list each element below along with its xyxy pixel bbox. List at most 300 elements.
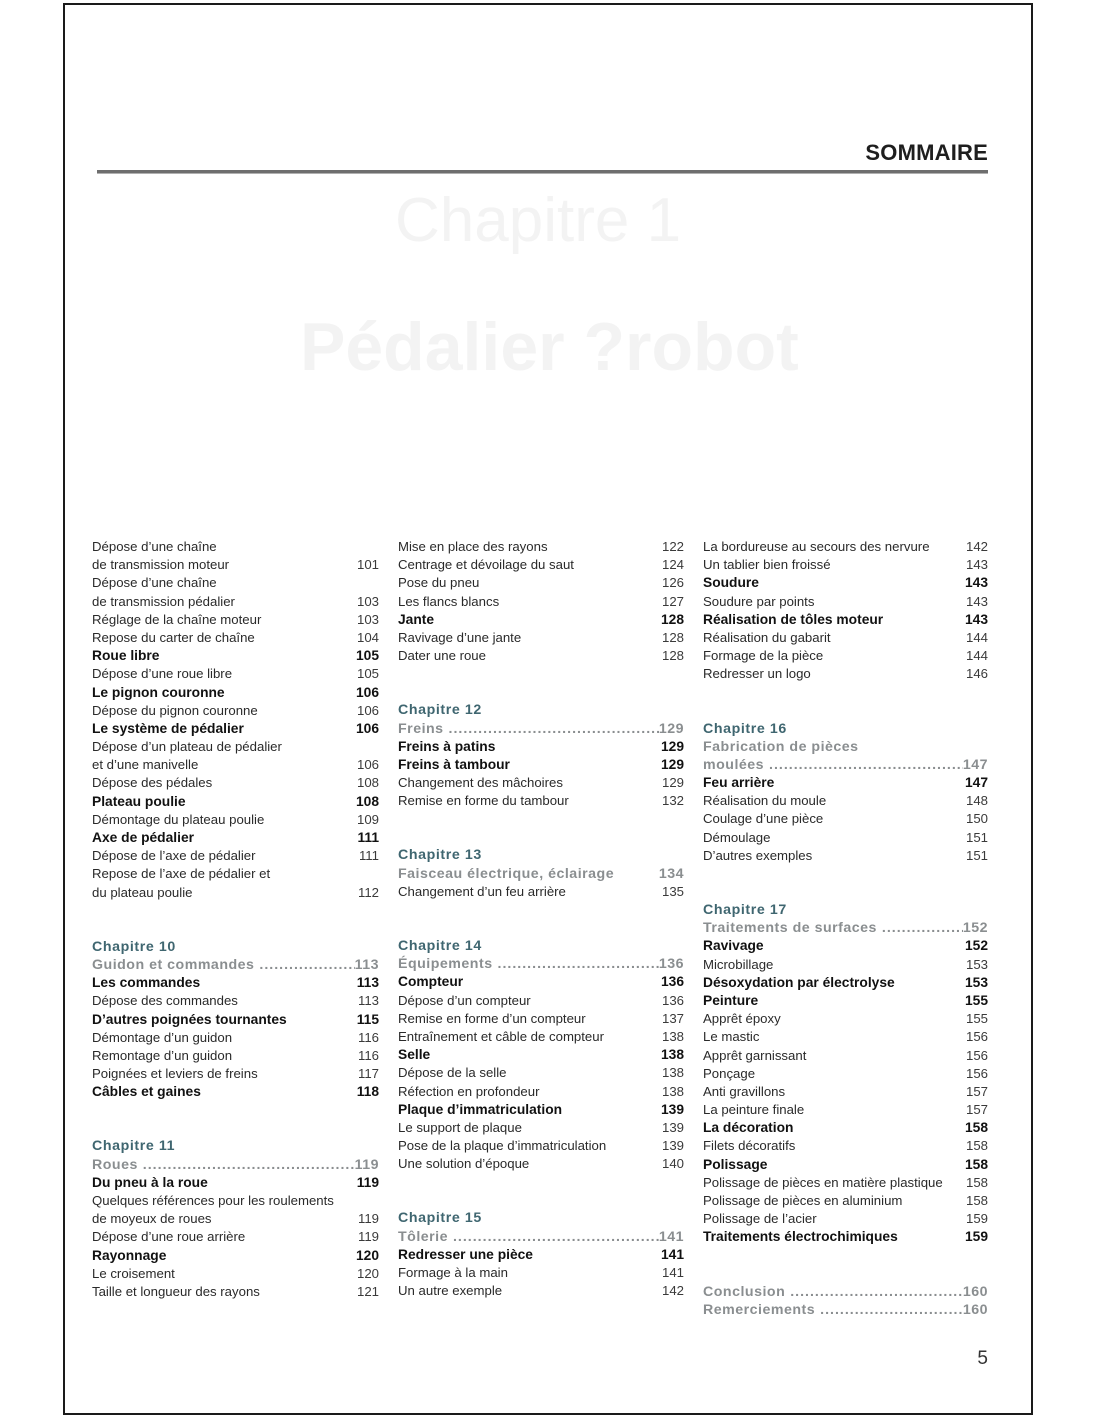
dot-leader — [138, 1157, 355, 1173]
entry-title: Les commandes — [92, 975, 201, 991]
entry-title: Roue libre — [92, 648, 160, 664]
show-through-chapter-heading: Chapitre 1 — [395, 186, 682, 255]
entry-page-number: 129 — [661, 775, 684, 791]
chapter-title-label: Freins — [398, 720, 444, 737]
toc-entry[interactable] — [92, 774, 379, 792]
entry-title: Formage de la pièce — [703, 648, 824, 664]
entry-page-number: 138 — [661, 1083, 684, 1099]
chapter-title-text — [703, 1283, 963, 1301]
toc-entry[interactable] — [92, 992, 379, 1010]
chapter-label: Chapitre 14 — [398, 938, 482, 954]
toc-entry[interactable] — [92, 1192, 379, 1210]
toc-section[interactable] — [398, 1246, 684, 1264]
toc-entry[interactable] — [92, 1029, 379, 1047]
entry-page-number: 103 — [356, 611, 379, 627]
dot-leader — [444, 721, 659, 737]
entry-title: Dépose d’un plateau de pédalier — [92, 739, 282, 755]
entry-page-number: 139 — [661, 1138, 684, 1154]
entry-title: Dépose d’une roue libre — [92, 666, 233, 682]
section-spacer — [398, 901, 684, 937]
entry-page-number: 128 — [660, 611, 684, 627]
section-spacer — [398, 810, 684, 846]
entry-page-number: 156 — [965, 1047, 988, 1063]
toc-section[interactable] — [703, 974, 988, 992]
entry-page-number: 144 — [965, 629, 988, 645]
entry-title: Taille et longueur des rayons — [92, 1283, 260, 1299]
toc-entry[interactable] — [398, 1137, 684, 1155]
toc-entry[interactable] — [398, 556, 684, 574]
entry-page-number: 156 — [965, 1029, 988, 1045]
entry-title: de transmission pédalier — [92, 593, 235, 609]
toc-entry[interactable] — [92, 574, 379, 592]
dot-leader — [764, 757, 963, 773]
toc-section[interactable] — [92, 974, 379, 992]
entry-page-number: 138 — [661, 1065, 684, 1081]
toc-section[interactable] — [703, 611, 988, 629]
entry-title: Pose de la plaque d’immatriculation — [398, 1138, 607, 1154]
toc-section[interactable] — [92, 720, 379, 738]
toc-section[interactable] — [92, 793, 379, 811]
entry-page-number: 157 — [965, 1102, 988, 1118]
toc-entry[interactable] — [703, 647, 988, 665]
page-title: SOMMAIRE — [865, 140, 988, 165]
chapter-title-text — [703, 919, 963, 937]
chapter-title-label: moulées — [703, 756, 765, 773]
entry-title: Polissage de pièces en aluminium — [703, 1193, 903, 1208]
entry-page-number: 119 — [357, 1229, 379, 1245]
toc-entry[interactable] — [92, 1228, 379, 1246]
dot-leader — [815, 1302, 963, 1318]
entry-page-number: 158 — [964, 1156, 988, 1172]
entry-page-number: 143 — [965, 557, 988, 573]
title-rule — [97, 170, 988, 174]
toc-entry[interactable] — [398, 1264, 684, 1282]
entry-page-number: 139 — [661, 1119, 684, 1135]
toc-entry[interactable] — [703, 1192, 988, 1210]
toc-entry[interactable] — [703, 1210, 988, 1228]
entry-page-number: 120 — [355, 1247, 379, 1263]
entry-title: Réalisation de tôles moteur — [703, 611, 884, 627]
entry-page-number: 106 — [355, 684, 379, 700]
entry-page-number: 112 — [357, 884, 379, 900]
toc-section[interactable] — [398, 756, 684, 774]
entry-title: Entraînement et câble de compteur — [398, 1028, 604, 1044]
entry-title: Ponçage — [703, 1065, 756, 1081]
entry-title: Le mastic — [703, 1029, 760, 1045]
entry-page-number: 146 — [965, 666, 988, 682]
toc-entry[interactable] — [703, 1174, 988, 1192]
entry-title: Anti gravillons — [703, 1083, 786, 1099]
chapter-title-text — [398, 720, 659, 738]
entry-title: Le support de plaque — [398, 1119, 522, 1135]
entry-title: Feu arrière — [703, 775, 775, 791]
toc-entry[interactable] — [398, 593, 684, 611]
entry-title: Dépose d’une chaîne — [92, 575, 217, 591]
chapter-title-text — [92, 956, 355, 974]
chapter-title-text — [92, 1156, 355, 1174]
section-spacer — [92, 1101, 379, 1137]
entry-page-number: 122 — [661, 539, 684, 554]
entry-page-number: 148 — [965, 793, 988, 809]
entry-page-number: 142 — [965, 539, 988, 554]
toc-section[interactable] — [92, 1247, 379, 1265]
toc-entry[interactable] — [398, 1155, 684, 1173]
entry-page-number: 158 — [965, 1193, 988, 1208]
entry-page-number: 126 — [661, 575, 684, 591]
entry-page-number: 129 — [660, 738, 684, 754]
entry-page-number: 124 — [661, 557, 684, 573]
toc-entry[interactable] — [92, 611, 379, 629]
dot-leader — [254, 957, 354, 973]
entry-title: Dépose de la selle — [398, 1065, 507, 1081]
entry-page-number: 140 — [661, 1156, 684, 1172]
entry-page-number: 156 — [965, 1065, 988, 1081]
entry-title: Plaque d’immatriculation — [398, 1101, 563, 1117]
entry-page-number: 113 — [354, 956, 379, 973]
entry-title: Une solution d’époque — [398, 1156, 530, 1172]
toc-entry[interactable] — [703, 810, 988, 828]
entry-page-number: 113 — [357, 993, 379, 1009]
entry-title: Désoxydation par électrolyse — [703, 974, 895, 990]
toc-entry[interactable] — [92, 665, 379, 683]
entry-title: Réglage de la chaîne moteur — [92, 611, 262, 627]
toc-section[interactable] — [703, 1119, 988, 1137]
toc-entry[interactable] — [92, 1265, 379, 1283]
chapter-title-text — [703, 756, 963, 774]
chapter-label: Chapitre 17 — [703, 902, 787, 918]
toc-section[interactable] — [92, 1083, 379, 1101]
entry-page-number: 159 — [964, 1229, 988, 1245]
entry-title: Du pneu à la roue — [92, 1174, 208, 1190]
toc-entry[interactable] — [703, 1047, 988, 1065]
entry-page-number: 144 — [965, 648, 988, 664]
chapter-title-label: Roues — [92, 1156, 138, 1173]
dot-leader — [493, 956, 659, 972]
toc-section[interactable] — [92, 1174, 379, 1192]
entry-title: Fabrication de pièces — [703, 738, 859, 755]
toc-section[interactable] — [398, 611, 684, 629]
toc-entry[interactable] — [398, 992, 684, 1010]
entry-title: Dépose du pignon couronne — [92, 702, 258, 718]
entry-page-number: 116 — [357, 1047, 379, 1063]
entry-page-number: 138 — [661, 1028, 684, 1044]
dot-leader — [877, 920, 963, 936]
entry-page-number: 147 — [964, 775, 988, 791]
toc-section[interactable] — [703, 1228, 988, 1246]
entry-page-number: 111 — [357, 830, 379, 845]
entry-page-number: 141 — [661, 1265, 684, 1280]
toc-entry[interactable] — [92, 1283, 379, 1301]
entry-page-number: 134 — [658, 865, 684, 882]
entry-page-number: 111 — [358, 848, 379, 864]
entry-page-number: 151 — [965, 829, 988, 845]
entry-page-number: 142 — [661, 1283, 684, 1299]
entry-title: Le pignon couronne — [92, 684, 225, 700]
chapter-title[interactable] — [703, 756, 988, 774]
chapter-title-label: Équipements — [398, 956, 493, 973]
entry-title: D’autres poignées tournantes — [92, 1011, 287, 1027]
toc-entry[interactable] — [398, 647, 684, 665]
toc-section[interactable] — [92, 647, 379, 665]
entry-page-number: 103 — [356, 593, 379, 609]
entry-title: Soudure par points — [703, 593, 815, 609]
entry-title: Polissage de pièces en matière plastique — [703, 1174, 943, 1190]
toc-section[interactable] — [703, 1156, 988, 1174]
entry-title: Apprêt époxy — [703, 1011, 781, 1027]
toc-entry[interactable] — [398, 774, 684, 792]
toc-entry[interactable] — [398, 792, 684, 810]
toc-entry[interactable] — [703, 1101, 988, 1119]
toc-entry[interactable] — [398, 1282, 684, 1300]
entry-title: Microbillage — [703, 956, 774, 972]
entry-title: Soudure — [703, 575, 759, 591]
toc-entry[interactable] — [398, 1083, 684, 1101]
entry-title: du plateau poulie — [92, 884, 193, 900]
toc-column-1 — [92, 538, 379, 1301]
entry-title: Filets décoratifs — [703, 1138, 796, 1154]
toc-entry[interactable] — [398, 538, 684, 556]
entry-page-number: 141 — [660, 1246, 684, 1262]
toc-column-2 — [398, 538, 684, 1300]
entry-page-number: 158 — [965, 1174, 988, 1190]
entry-title: Apprêt garnissant — [703, 1047, 807, 1063]
entry-title: Repose de l’axe de pédalier et — [92, 866, 271, 882]
toc-entry[interactable] — [92, 811, 379, 829]
entry-title: Changement des mâchoires — [398, 775, 563, 791]
entry-page-number: 157 — [965, 1083, 988, 1099]
entry-page-number: 129 — [658, 720, 684, 737]
entry-page-number: 106 — [356, 702, 379, 718]
chapter-title[interactable] — [398, 720, 684, 738]
chapter-title[interactable] — [398, 955, 684, 973]
toc-entry[interactable] — [92, 865, 379, 883]
toc-entry[interactable] — [703, 792, 988, 810]
section-spacer — [92, 902, 379, 938]
entry-page-number: 109 — [356, 811, 379, 827]
section-spacer — [703, 684, 988, 720]
entry-page-number: 137 — [661, 1010, 684, 1026]
toc-entry[interactable] — [703, 1083, 988, 1101]
dot-leader — [785, 1284, 963, 1300]
entry-title: Dépose des commandes — [92, 993, 238, 1009]
toc-entry[interactable] — [92, 1047, 379, 1065]
entry-page-number: 152 — [962, 920, 988, 937]
entry-title: Polissage — [703, 1156, 768, 1172]
section-spacer — [398, 1173, 684, 1209]
chapter-title-text — [398, 955, 659, 973]
entry-page-number: 136 — [660, 974, 684, 990]
entry-page-number: 132 — [661, 793, 684, 809]
chapter-title-label: Tôlerie — [398, 1228, 449, 1245]
toc-section[interactable] — [703, 937, 988, 955]
toc-section[interactable] — [92, 1011, 379, 1029]
toc-entry[interactable] — [92, 629, 379, 647]
entry-page-number: 104 — [356, 629, 379, 645]
entry-title: et d’une manivelle — [92, 757, 199, 773]
entry-title: Faisceau électrique, éclairage — [398, 865, 615, 882]
chapter-title[interactable] — [398, 1228, 684, 1246]
toc-entry[interactable] — [398, 1119, 684, 1137]
toc-entry[interactable] — [398, 1010, 684, 1028]
toc-entry[interactable] — [92, 556, 379, 574]
chapter-label: Chapitre 11 — [92, 1138, 176, 1155]
entry-page-number: 121 — [356, 1283, 379, 1299]
entry-title: Réalisation du moule — [703, 793, 827, 809]
entry-page-number: 139 — [660, 1101, 684, 1117]
entry-title: Compteur — [398, 974, 464, 990]
entry-page-number: 150 — [965, 811, 988, 827]
entry-page-number: 106 — [355, 720, 379, 736]
entry-title: Traitements électrochimiques — [703, 1229, 898, 1245]
entry-page-number: 127 — [661, 593, 684, 609]
entry-title: Démontage du plateau poulie — [92, 811, 265, 827]
entry-title: Freins à tambour — [398, 756, 510, 772]
entry-page-number: 147 — [962, 756, 988, 773]
toc-section[interactable] — [703, 574, 988, 592]
entry-page-number: 105 — [356, 666, 379, 682]
entry-page-number: 153 — [965, 956, 988, 972]
toc-column-3 — [703, 538, 988, 1319]
entry-title: Repose du carter de chaîne — [92, 629, 255, 645]
toc-entry[interactable] — [703, 556, 988, 574]
entry-title: Rayonnage — [92, 1247, 167, 1263]
entry-title: Remise en forme du tambour — [398, 793, 569, 809]
toc-entry[interactable] — [92, 702, 379, 720]
entry-page-number: 101 — [356, 557, 379, 573]
entry-page-number: 128 — [661, 648, 684, 664]
entry-title: Ravivage d’une jante — [398, 629, 522, 645]
chapter-title[interactable] — [398, 865, 684, 883]
toc-entry[interactable] — [703, 829, 988, 847]
entry-title: Le système de pédalier — [92, 720, 244, 736]
chapter-title[interactable] — [703, 919, 988, 937]
toc-entry[interactable] — [703, 1137, 988, 1155]
entry-title: de transmission moteur — [92, 557, 230, 573]
entry-page-number: 119 — [354, 1156, 379, 1173]
toc-entry[interactable] — [703, 1028, 988, 1046]
entry-title: Selle — [398, 1047, 431, 1063]
toc-entry[interactable] — [92, 738, 379, 756]
entry-page-number: 152 — [964, 938, 988, 954]
entry-title: Ravivage — [703, 938, 764, 954]
entry-title: Dater une roue — [398, 648, 486, 664]
entry-title: Dépose des pédales — [92, 775, 213, 791]
toc-section[interactable] — [92, 829, 379, 847]
toc-entry[interactable] — [398, 1064, 684, 1082]
entry-page-number: 113 — [356, 975, 379, 991]
entry-page-number: 158 — [964, 1120, 988, 1136]
entry-title: Axe de pédalier — [92, 830, 194, 845]
chapter-title-label: Guidon et commandes — [92, 956, 255, 973]
toc-entry[interactable] — [398, 883, 684, 901]
entry-title: La peinture finale — [703, 1102, 805, 1118]
entry-title: Un autre exemple — [398, 1283, 503, 1299]
section-spacer — [398, 665, 684, 701]
chapter-title-text — [703, 1301, 963, 1319]
entry-title: Coulage d’une pièce — [703, 811, 824, 827]
section-spacer — [703, 865, 988, 901]
toc-entry[interactable] — [703, 629, 988, 647]
entry-page-number: 160 — [962, 1301, 988, 1318]
chapter-title[interactable] — [703, 1301, 988, 1319]
entry-page-number: 160 — [962, 1283, 988, 1300]
entry-title: Un tablier bien froissé — [703, 557, 831, 573]
chapter-title[interactable] — [92, 956, 379, 974]
show-through-chapter-title: Pédalier ?robot — [300, 309, 799, 385]
toc-entry[interactable] — [703, 1010, 988, 1028]
entry-page-number: 120 — [356, 1265, 379, 1281]
chapter-label: Chapitre 15 — [398, 1210, 482, 1227]
chapter-title[interactable] — [703, 1283, 988, 1301]
entry-title: Dépose de l’axe de pédalier — [92, 848, 256, 864]
toc-section[interactable] — [398, 973, 684, 991]
entry-title: Changement d’un feu arrière — [398, 883, 566, 899]
toc-entry[interactable] — [92, 1065, 379, 1083]
toc-entry[interactable] — [92, 756, 379, 774]
chapter-title[interactable] — [703, 738, 988, 756]
entry-title: Freins à patins — [398, 738, 496, 754]
toc-section[interactable] — [398, 1046, 684, 1064]
toc-entry[interactable] — [92, 538, 379, 556]
entry-page-number: 128 — [661, 629, 684, 645]
chapter-label: Chapitre 13 — [398, 847, 482, 864]
entry-title: Dépose d’une roue arrière — [92, 1229, 246, 1245]
toc-entry[interactable] — [703, 956, 988, 974]
entry-title: La décoration — [703, 1120, 794, 1136]
entry-title: Remise en forme d’un compteur — [398, 1010, 586, 1026]
entry-page-number: 136 — [661, 992, 684, 1008]
toc-entry[interactable] — [703, 847, 988, 865]
toc-section[interactable] — [703, 774, 988, 792]
entry-title: Poignées et leviers de freins — [92, 1066, 258, 1082]
toc-section[interactable] — [398, 1101, 684, 1119]
toc-section[interactable] — [703, 992, 988, 1010]
toc-entry[interactable] — [92, 593, 379, 611]
chapter-title[interactable] — [92, 1156, 379, 1174]
chapter-title-label: Remerciements — [703, 1301, 816, 1318]
entry-page-number: 129 — [660, 756, 684, 772]
entry-page-number: 141 — [658, 1228, 684, 1245]
toc-entry[interactable] — [703, 665, 988, 683]
toc-entry[interactable] — [92, 1210, 379, 1228]
toc-entry[interactable] — [703, 593, 988, 611]
toc-entry[interactable] — [398, 574, 684, 592]
entry-page-number: 135 — [661, 883, 684, 899]
entry-page-number: 138 — [660, 1047, 684, 1063]
entry-page-number: 108 — [355, 793, 379, 809]
chapter-label: Chapitre 10 — [92, 938, 176, 955]
entry-title: Remontage d’un guidon — [92, 1047, 233, 1063]
entry-page-number: 119 — [357, 1211, 379, 1227]
entry-page-number: 115 — [356, 1011, 379, 1027]
chapter-label: Chapitre 16 — [703, 720, 787, 737]
toc-section[interactable] — [398, 738, 684, 756]
toc-entry[interactable] — [703, 538, 988, 556]
chapter-title-label: Traitements de surfaces — [703, 920, 877, 937]
toc-entry[interactable] — [703, 1065, 988, 1083]
toc-section[interactable] — [92, 684, 379, 702]
entry-title: Plateau poulie — [92, 793, 186, 809]
entry-title: Dépose d’une chaîne — [92, 539, 217, 554]
toc-entry[interactable] — [398, 1028, 684, 1046]
chapter-title-text — [398, 1228, 659, 1246]
entry-page-number: 155 — [964, 992, 988, 1008]
toc-entry[interactable] — [92, 884, 379, 902]
entry-title: Peinture — [703, 992, 759, 1008]
toc-entry[interactable] — [92, 847, 379, 865]
entry-title: Pose du pneu — [398, 575, 480, 591]
toc-entry[interactable] — [398, 629, 684, 647]
